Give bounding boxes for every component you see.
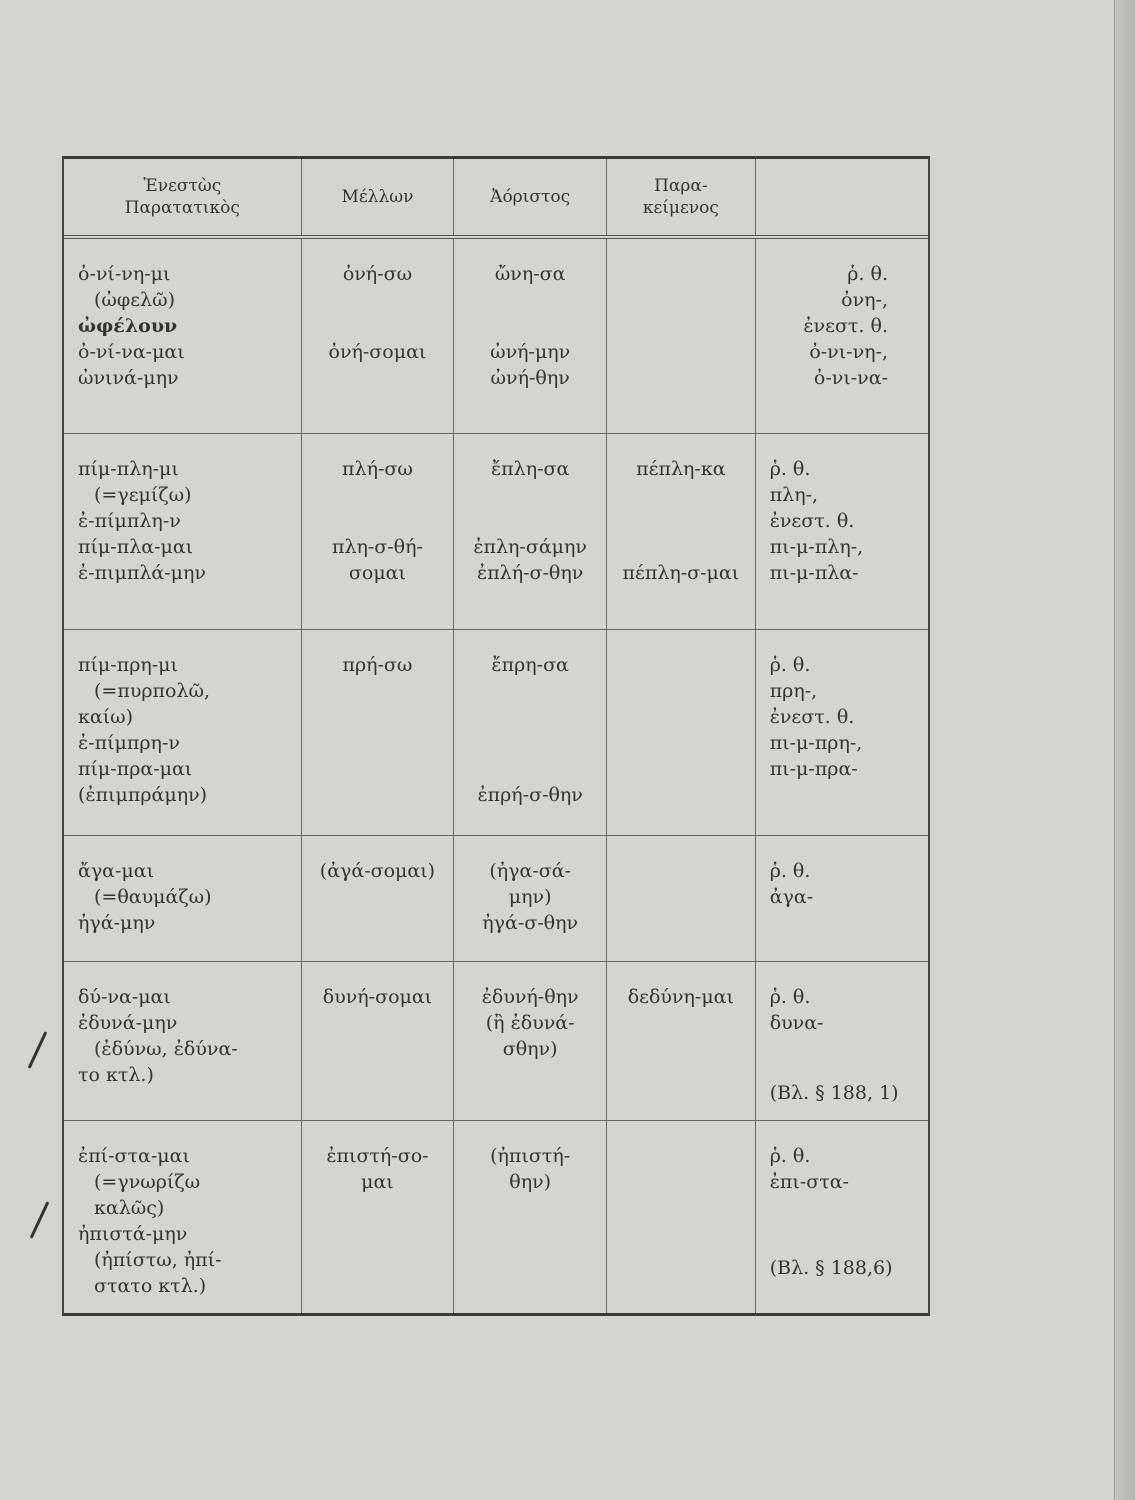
cell-line: ἐπρή-σ-θην (477, 783, 583, 806)
cell-line: πι-μ-πλη-, (769, 535, 864, 558)
cell-line: ἐ-πίμπρη-ν (78, 731, 180, 754)
present-cell (64, 237, 301, 433)
cell-line: (ἐπιμπράμην) (78, 783, 208, 806)
cell-line (458, 287, 602, 313)
cell-line: (ἐδύνω, ἐδύνα- (94, 1037, 238, 1060)
stems-cell (755, 629, 928, 835)
cell-line: ἐνεστ. θ. (769, 509, 855, 532)
stems-cell (755, 433, 928, 629)
cell-line: ἐπλή-σ-θην (477, 561, 584, 584)
cell-line (611, 482, 751, 508)
table-row (64, 1120, 928, 1313)
cell-line: ῥ. θ. (769, 457, 811, 480)
header-row (64, 159, 928, 237)
cell-line: (ἀγά-σομαι) (319, 859, 436, 882)
cell-line: ῥ. θ. (769, 653, 811, 676)
future-cell (301, 629, 454, 835)
cell-line: (ὠφελῶ) (94, 289, 176, 311)
cell-line: (=γεμίζω) (94, 483, 192, 506)
cell-line: (ἢ ἐδυνά- (485, 1011, 575, 1034)
cell-line (306, 313, 450, 339)
table-row (64, 433, 928, 629)
cell-line: πίμ-πρα-μαι (78, 757, 193, 780)
header-aorist: Ἀόριστος (454, 159, 607, 237)
cell-line: ἐ-πιμπλά-μην (78, 561, 206, 584)
cell-line: ἐδυνά-μην (78, 1011, 178, 1034)
cell-line: σθην) (502, 1037, 558, 1060)
table-row (64, 237, 928, 433)
cell-line (306, 508, 450, 534)
cell-line (458, 508, 602, 534)
cell-line: ἠπιστά-μην (78, 1222, 188, 1245)
cell-line: ἐνεστ. θ. (769, 705, 855, 728)
cell-line: ἐπί-στα-μαι (78, 1144, 190, 1167)
present-cell (64, 629, 301, 835)
cell-line: ὀ-νί-να-μαι (78, 341, 185, 363)
future-cell (301, 1120, 454, 1313)
cell-line: σομαι (348, 561, 406, 584)
table-row (64, 961, 928, 1120)
pencil-mark (28, 1031, 48, 1069)
perfect-cell (607, 629, 756, 835)
cell-line: ἐδυνή-θην (481, 985, 579, 1008)
cell-line: δύ-να-μαι (78, 985, 171, 1008)
cell-line (458, 704, 602, 730)
stems-cell (755, 237, 928, 433)
cell-line (458, 678, 602, 704)
cell-line: πλη-, (769, 483, 819, 506)
cell-line (458, 313, 602, 339)
perfect-cell (607, 1120, 756, 1313)
future-cell (301, 237, 454, 433)
cell-line: ῥ. θ. (769, 859, 811, 882)
cell-line: το κτλ.) (78, 1063, 154, 1086)
aorist-cell (454, 237, 607, 433)
cell-line: (=πυρπολῶ, (94, 679, 211, 702)
cell-line: ἠγά-μην (78, 911, 156, 934)
cell-line (458, 482, 602, 508)
cell-line: ἔπλη-σα (490, 457, 570, 480)
cell-line: ἐ-πίμπλη-ν (78, 509, 181, 532)
cell-line (611, 534, 751, 560)
cell-line: ὀ-νι-να- (813, 367, 888, 389)
cell-line (306, 482, 450, 508)
cell-line: ἐνεστ. θ. (803, 315, 888, 337)
perfect-cell (607, 237, 756, 433)
cell-line: στατο κτλ.) (94, 1274, 207, 1297)
cell-line: καλῶς) (94, 1196, 165, 1219)
cell-line: (=θαυμάζω) (94, 885, 212, 908)
perfect-cell (607, 433, 756, 629)
cell-line: δυνή-σομαι (322, 985, 433, 1008)
cell-line: πι-μ-πρη-, (769, 731, 863, 754)
aorist-cell (454, 433, 607, 629)
cell-line: (ἠγα-σά- (489, 859, 571, 882)
header-present: Ἐνεστὼς Παρατατικὸς (64, 159, 301, 237)
pencil-mark (30, 1201, 50, 1239)
cell-line: πίμ-πλη-μι (78, 457, 179, 480)
cell-line: δεδύνη-μαι (627, 985, 734, 1008)
cell-line: ἔπρη-σα (491, 653, 569, 676)
reference-note: (Βλ. § 188, 1) (769, 1081, 899, 1104)
header-perfect: Παρα- κείμενος (607, 159, 756, 237)
cell-line: ὠνή-μην (490, 341, 571, 363)
stems-cell (755, 835, 928, 961)
cell-line: πρή-σω (342, 653, 413, 676)
cell-line: ὀ-νί-νη-μι (78, 263, 171, 285)
future-cell (301, 961, 454, 1120)
cell-line: ῥ. θ. (847, 263, 888, 285)
aorist-cell (454, 961, 607, 1120)
cell-line (458, 730, 602, 756)
cell-line (611, 508, 751, 534)
cell-line: ἠγά-σ-θην (482, 911, 579, 934)
aorist-cell (454, 1120, 607, 1313)
conjugation-table (62, 156, 930, 1316)
aorist-cell (454, 835, 607, 961)
cell-line: δυνα- (769, 1011, 824, 1034)
cell-line: ὠφέλουν (78, 315, 178, 337)
present-cell (64, 961, 301, 1120)
cell-line: πλη-σ-θή- (331, 535, 423, 558)
present-cell (64, 1120, 301, 1313)
cell-line: πίμ-πρη-μι (78, 653, 178, 676)
cell-line: πι-μ-πλα- (769, 561, 859, 584)
cell-line: πι-μ-πρα- (769, 757, 858, 780)
cell-line: πέπλη-κα (636, 457, 726, 480)
cell-line: ὀνή-σω (342, 263, 413, 285)
present-cell (64, 433, 301, 629)
perfect-cell (607, 835, 756, 961)
cell-line: ὤνη-σα (494, 263, 566, 285)
cell-line: (ἠπιστή- (490, 1144, 571, 1167)
table-row (64, 835, 928, 961)
cell-line: θην) (509, 1170, 552, 1193)
cell-line: πλή-σω (342, 457, 413, 480)
cell-line: ἀγα- (769, 885, 814, 908)
reference-note: (Βλ. § 188,6) (769, 1256, 893, 1279)
cell-line: πέπλη-σ-μαι (622, 561, 740, 584)
cell-line: (=γνωρίζω (94, 1170, 201, 1193)
cell-line: ἐπι-στα- (769, 1170, 849, 1193)
header-future: Μέλλων (301, 159, 454, 237)
aorist-cell (454, 629, 607, 835)
page-edge (1114, 0, 1135, 1500)
perfect-cell (607, 961, 756, 1120)
cell-line: πρη-, (769, 679, 818, 702)
cell-line: καίω) (78, 705, 134, 728)
cell-line: ἄγα-μαι (78, 859, 155, 882)
header-stems (755, 159, 928, 237)
cell-line: μαι (361, 1170, 394, 1193)
cell-line: πίμ-πλα-μαι (78, 535, 194, 558)
cell-line: ἐπιστή-σο- (326, 1144, 429, 1167)
stems-cell (755, 961, 928, 1120)
cell-line: ὀ-νι-νη-, (809, 341, 888, 363)
cell-line (306, 287, 450, 313)
cell-line: ὠνινά-μην (78, 367, 179, 389)
present-cell (64, 835, 301, 961)
future-cell (301, 835, 454, 961)
table-row (64, 629, 928, 835)
cell-line: μην) (508, 885, 552, 908)
cell-line: ὠνή-θην (490, 367, 570, 389)
cell-line: (ἠπίστω, ἠπί- (94, 1248, 222, 1271)
cell-line: ῥ. θ. (769, 985, 811, 1008)
cell-line (458, 756, 602, 782)
cell-line: ἐπλη-σάμην (473, 535, 587, 558)
cell-line: ὀνή-σομαι (328, 341, 427, 363)
cell-line: ῥ. θ. (769, 1144, 811, 1167)
cell-line: ὀνη-, (841, 289, 888, 311)
stems-cell (755, 1120, 928, 1313)
future-cell (301, 433, 454, 629)
